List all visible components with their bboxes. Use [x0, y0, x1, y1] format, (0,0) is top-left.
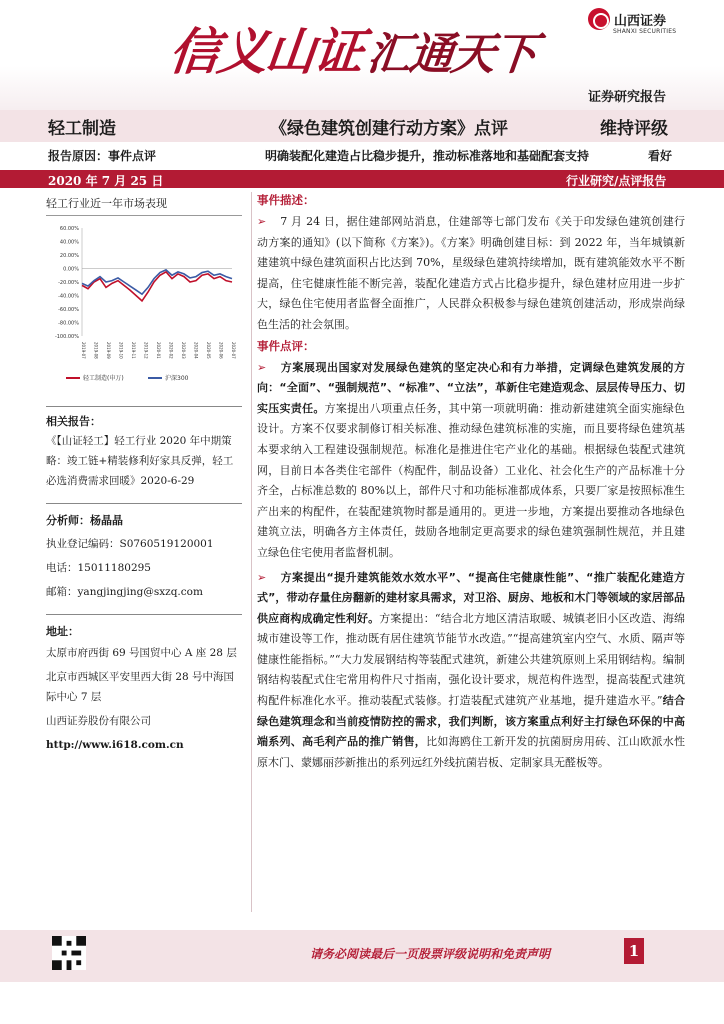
series-line	[82, 270, 232, 294]
p2-text-1: 方案提出：“结合北方地区清洁取暖、城镇老旧小区改造、海绵城市建设等工作，推动既有居住建筑节能节水改造。”“提高建筑室内空气、水质、隔声等健康性能指标。”“大力发展钢结构等装配式建筑，新建公共建筑原则上采用钢结构。编制钢结构装配式住宅常用构件尺寸指南，强化设计要求，规范构件选型，提高装配式建筑构配件标准化水平。推动装配式装修。打造装配式建筑产业基地，提升建造水平。”	[257, 611, 685, 708]
p2-bold-1: 方案提出“提升建筑能效水效水平”、“提高住宅健康性能”、“推广装配化建造方式”，带动存量住房翻新的建材家具需求，对卫浴、厨房、地板和木门等领域的家居部品供应商构成确定性利好。	[257, 570, 685, 625]
company-name: 山西证券股份有限公司	[46, 715, 151, 727]
event-desc-title: 事件描述：	[257, 193, 315, 207]
sidebar	[46, 192, 242, 755]
x-tick-label: 2019-07	[81, 342, 86, 359]
report-reason: 报告原因：事件点评	[48, 149, 157, 163]
related-report-link[interactable]: 《【山证轻工】轻工行业 2020 年中期策略：竣工链+精装修利好家具反弹，轻工必选消费需求回暖》2020-6-29	[46, 435, 234, 487]
qr-code-icon	[52, 936, 86, 970]
market-chart	[46, 224, 242, 384]
x-tick-label: 2019-10	[118, 342, 124, 359]
report-category: 行业研究/点评报告	[566, 174, 667, 188]
x-tick-label: 2019-09	[106, 342, 111, 359]
slogan-part1: 信义山证	[166, 23, 365, 81]
x-tick-label: 2020-04	[193, 342, 199, 359]
x-tick-label: 2019-11	[131, 342, 136, 359]
chart-svg	[46, 224, 242, 384]
legend-label: 沪深300	[165, 375, 189, 382]
address-title: 地址：	[46, 625, 79, 638]
column-divider	[251, 192, 252, 912]
analyst-title: 分析师：杨晶晶	[46, 514, 123, 527]
y-tick-label: 20.00%	[59, 253, 79, 259]
phone: 电话：15011180295	[46, 562, 151, 574]
arrow-bullet-icon: ➢	[257, 570, 267, 584]
report-title: 《绿色建筑创建行动方案》点评	[270, 119, 508, 139]
divider	[46, 406, 242, 407]
divider	[46, 215, 242, 216]
report-date: 2020 年 7 月 25 日	[48, 174, 164, 188]
x-tick-label: 2019-08	[93, 342, 99, 359]
y-tick-label: 60.00%	[59, 226, 79, 232]
divider	[46, 503, 242, 504]
y-tick-label: -60.00%	[58, 307, 79, 313]
event-desc-text: 7 月 24 日，据住建部网站消息，住建部等七部门发布《关于印发绿色建筑创建行动方案的通知》(以下简称《方案》)。《方案》明确创建目标：到 2022 年，当年城镇新建建筑中绿色建筑面积占比达到 70%，星级绿色建筑持续增加，既有建筑能效水平不断提高，住宅健康性能不断完善，装配化建造方式占比稳步提升，绿色建材应用进一步扩大，绿色住宅使用者监督全面推广，人民群众积极参与绿色建筑创建活动，形成崇尚绿色生活的社会氛围。	[257, 215, 685, 331]
industry: 轻工制造	[48, 119, 116, 139]
slogan-part2: 汇通天下	[364, 29, 538, 80]
y-tick-label: 40.00%	[59, 239, 79, 246]
legend-label: 轻工制造(申万)	[83, 375, 124, 382]
license-number: 执业登记编码：S0760519120001	[46, 538, 214, 550]
x-tick-label: 2020-03	[181, 342, 186, 359]
p2-bold-2: 结合绿色建筑理念和当前疫情防控的需求，我们判断，该方案重点利好主打绿色环保的中高端系列、高毛利产品的推广销售，	[257, 694, 686, 749]
y-tick-label: -20.00%	[58, 280, 79, 286]
x-tick-label: 2020-06	[218, 342, 224, 359]
chart-title: 轻工行业近一年市场表现	[46, 197, 167, 210]
comment-paragraph-1	[257, 358, 685, 564]
slogan	[166, 12, 540, 84]
related-title: 相关报告：	[46, 415, 101, 428]
arrow-bullet-icon: ➢	[257, 215, 267, 228]
event-desc-paragraph	[257, 212, 685, 336]
y-tick-label: -80.00%	[58, 320, 79, 327]
report-type: 证券研究报告	[588, 90, 667, 105]
p1-text: 方案提出八项重点任务，其中第一项就明确：推动新建建筑全面实施绿色设计。方案不仅要求制修订相关标准、推动绿色建筑标准的实施，而且要将绿色建筑基本要求纳入工程建设强制规范。标准化是推进住宅产业化的基础。根据绿色装配式建筑网，目前日本各类住宅部件（构配件，制品设备）工业化、社会化生产的产品标准十分齐全，占标准总数的 80%以上，部件尺寸和功能标准都成体系，只要厂家是按照标准生产出来的构配件，在装配建筑物时都是通用的。更进一步地，方案提出要推动各地绿色建筑立法，明确各方主体责任，鼓励各地制定更高要求的绿色建筑强制性规范，并且建立绿色住宅使用者监督机制。	[257, 401, 686, 559]
y-tick-label: -40.00%	[58, 293, 79, 300]
arrow-bullet-icon: ➢	[257, 360, 267, 374]
disclaimer: 请务必阅读最后一页股票评级说明和免责声明	[310, 947, 551, 961]
y-tick-label: -100.00%	[54, 334, 79, 340]
main-content	[257, 192, 685, 773]
x-tick-label: 2020-02	[168, 342, 174, 359]
email[interactable]: 邮箱：yangjingjing@sxzq.com	[46, 586, 203, 598]
logo-name: 山西证券	[614, 13, 667, 29]
address-taiyuan: 太原市府西街 69 号国贸中心 A 座 28 层	[46, 647, 237, 659]
event-comment-title: 事件点评：	[257, 338, 315, 353]
p2-text-2: 比如海鸥住工新开发的抗菌厨房用砖、江山欧派水性原木门、蒙娜丽莎新推出的系列远红外线抗菌岩板、定制家具无醛板等。	[257, 735, 686, 769]
x-tick-label: 2020-05	[206, 342, 211, 359]
company-logo	[588, 8, 666, 30]
comment-paragraph-2	[257, 568, 685, 774]
report-subtitle: 明确装配化建造占比稳步提升，推动标准落地和基础配套支持	[265, 149, 590, 163]
y-tick-label: 0.00%	[63, 266, 79, 273]
x-tick-label: 2020-01	[156, 342, 161, 359]
rating: 维持评级	[600, 119, 668, 139]
logo-english: SHANXI SECURITIES	[613, 28, 677, 35]
website-link[interactable]: http://www.i618.com.cn	[46, 739, 184, 751]
logo-icon	[588, 8, 610, 30]
divider	[46, 614, 242, 615]
rating-bias: 看好	[648, 149, 673, 163]
x-tick-label: 2019-12	[143, 342, 149, 359]
x-tick-label: 2020-07	[231, 342, 236, 359]
page-number: 1	[624, 938, 644, 964]
address-beijing: 北京市西城区平安里西大街 28 号中海国际中心 7 层	[46, 671, 235, 703]
p1-bold: 方案展现出国家对发展绿色建筑的坚定决心和有力举措，定调绿色建筑发展的方向：“全面”、“强制规范”、“标准”、“立法”，革新住宅建造观念、层层传导压力、切实压实责任。	[257, 360, 685, 415]
